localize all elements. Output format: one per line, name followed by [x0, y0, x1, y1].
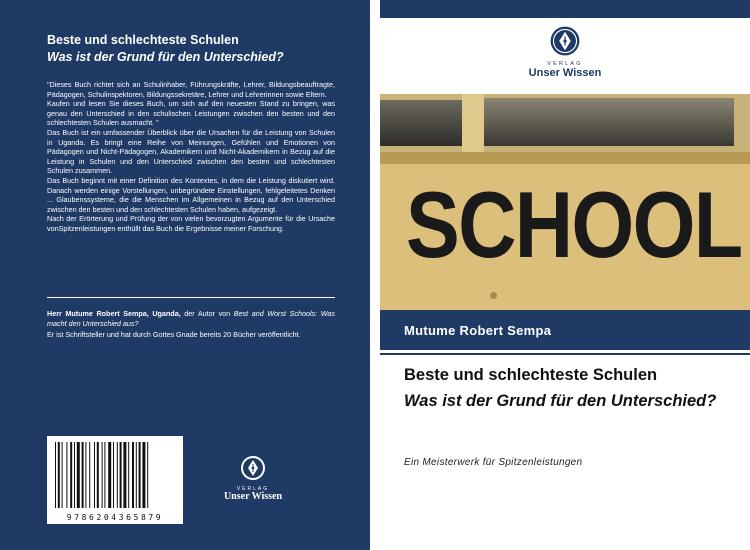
blurb-paragraph: Kaufen und lesen Sie dieses Buch, um sich auf den neuesten Stand zu bringen, was genau den Unterschied in den schulischen Leistungen zwischen den besten und den schlechtesten Schulen ausmacht. " [47, 99, 335, 128]
publisher-name: Unser Wissen [528, 67, 602, 79]
bio-author-name: Herr Mutume Robert Sempa, Uganda, [47, 309, 181, 318]
bus-window [380, 100, 462, 146]
bio-text: der Autor von [180, 309, 234, 318]
bus-window [484, 98, 734, 146]
barcode-bars [53, 442, 177, 510]
blurb [47, 80, 335, 234]
back-title-line2: Was ist der Grund für den Unterschied? [47, 50, 284, 64]
blurb-paragraph: Das Buch ist ein umfassender Überblick über die Ursachen für die Leistung von Schulen in Uganda. Es bringt eine Reihe von Meinungen, Gefühlen und Emotionen von Pädagogen und Nicht-Pädagogen, Akademikern und Nicht-Akademikern in Bezug auf die Leistung in Schulen und den Unterschied zwischen den besten und schlechtesten Schulen zusammen. [47, 127, 335, 176]
publisher-logo-front [515, 26, 615, 79]
author-name: Mutume Robert Sempa [404, 323, 552, 338]
book-subtitle: Ein Meisterwerk für Spitzenleistungen [404, 457, 583, 468]
author-bio [47, 309, 335, 340]
pen-nib-emblem-icon [240, 455, 266, 481]
bio-text-2: Er ist Schriftsteller und hat durch Gottes Gnade bereits 20 Bücher veröffentlicht. [47, 329, 301, 339]
publisher-name: Unser Wissen [223, 491, 283, 502]
blurb-paragraph: "Dieses Buch richtet sich an Schulinhaber, Führungskräfte, Lehrer, Bildungsbeauftragte, Pädagogen, Schulinspektoren, Bildungssekretäre, Lehrer und Lehrerinnen sowie Eltern. [47, 80, 335, 99]
bio-book-title: Best and Worst Schools: Was macht den Unterschied aus? [47, 309, 335, 329]
book-title [404, 362, 744, 414]
barcode [47, 436, 183, 524]
spine [370, 0, 380, 550]
back-title-line1: Beste und schlechteste Schulen [47, 33, 239, 47]
cover-photo-school-bus [380, 94, 750, 310]
publisher-verlag: VERLAG [236, 486, 270, 492]
back-cover [0, 0, 370, 550]
divider-line [380, 353, 750, 355]
publisher-verlag: VERLAG [547, 61, 583, 67]
isbn-number: 9786204365879 [66, 513, 164, 522]
front-cover [380, 0, 750, 550]
school-sign-text: SCHOOL [405, 172, 742, 277]
author-band [380, 310, 750, 350]
top-band [380, 0, 750, 18]
blurb-paragraph: Das Buch beginnt mit einer Definition des Kontextes, in dem die Leistung diskutiert wird. Danach werden einige Vorstellungen, unbegründete Einstellungen, fehlgeleitetes Denken ... Glaubenssysteme, die die Menschen im Allgemeinen in Bezug auf den Unterschied zwischen den besten und den schlechtesten Schulen haben, aufgezeigt. [47, 175, 335, 214]
publisher-logo-back [218, 455, 288, 502]
bolt [490, 292, 497, 299]
pen-nib-emblem-icon [550, 26, 580, 56]
divider [47, 297, 335, 298]
blurb-paragraph: Nach der Erörterung und Prüfung der von vielen bevorzugten Argumente für die Ursache vonSpitzenleistungen enthüllt das Buch die Ergebnisse meiner Forschung. [47, 214, 335, 233]
back-title [47, 32, 347, 66]
book-title-line1: Beste und schlechteste Schulen [404, 366, 658, 384]
book-title-line2: Was ist der Grund für den Unterschied? [404, 392, 717, 410]
